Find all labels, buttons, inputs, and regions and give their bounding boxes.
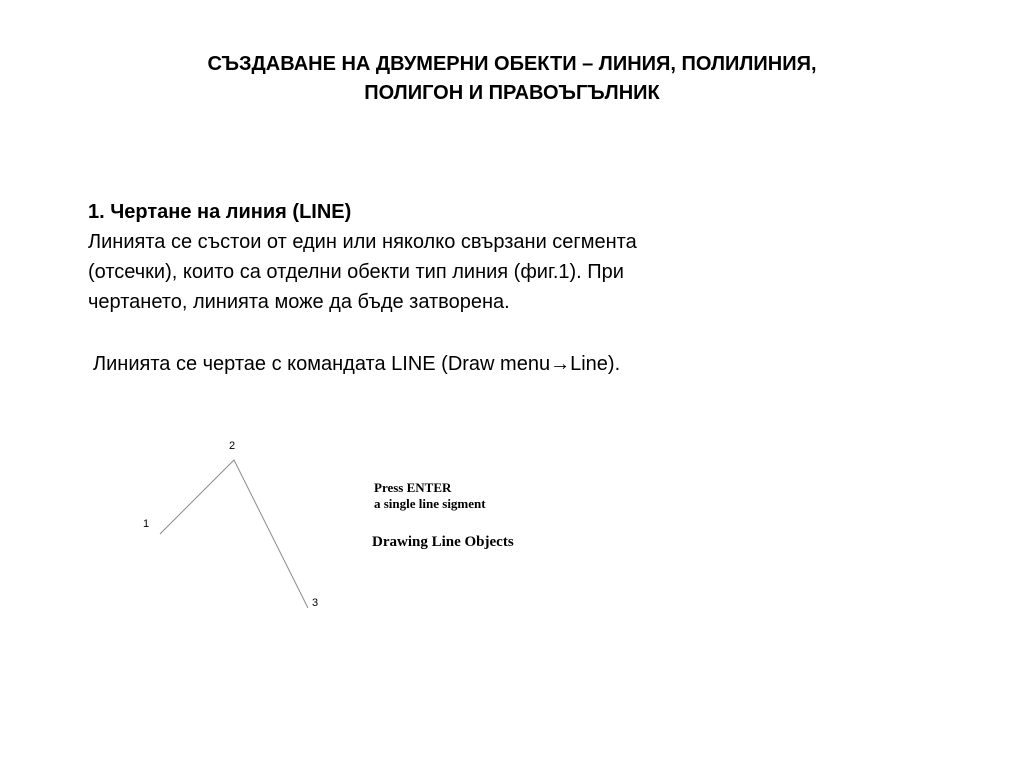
press-enter-note: [374, 480, 486, 512]
press-enter-line-1: Press ENTER: [374, 480, 452, 495]
line-section: [88, 197, 968, 317]
arrow-icon: →: [550, 353, 571, 375]
section-heading: 1. Чертане на линия (LINE): [88, 201, 352, 223]
point-label-2: 2: [229, 440, 236, 452]
press-enter-line-2: a single line sigment: [374, 496, 486, 511]
paragraph-line-3: чертането, линията може да бъде затворена.: [88, 291, 510, 313]
line-segments: [160, 460, 308, 608]
point-label-3: 3: [312, 597, 319, 609]
page-title: [60, 50, 964, 108]
command-text-after: Line).: [570, 353, 621, 375]
paragraph-line-1: Линията се състои от един или няколко свързани сегмента: [88, 231, 637, 253]
title-line-2: ПОЛИГОН И ПРАВОЪГЪЛНИК: [364, 82, 660, 104]
title-line-1: СЪЗДАВАНЕ НА ДВУМЕРНИ ОБЕКТИ – ЛИНИЯ, ПОЛИЛИНИЯ,: [207, 53, 817, 75]
figure-caption: Drawing Line Objects: [372, 534, 514, 550]
command-text: [93, 349, 620, 379]
command-text-before: Линията се чертае с командата LINE (Draw menu: [93, 353, 551, 375]
point-label-1: 1: [143, 518, 150, 530]
paragraph-line-2: (отсечки), които са отделни обекти тип линия (фиг.1). При: [88, 261, 624, 283]
section-paragraph: [88, 227, 968, 317]
